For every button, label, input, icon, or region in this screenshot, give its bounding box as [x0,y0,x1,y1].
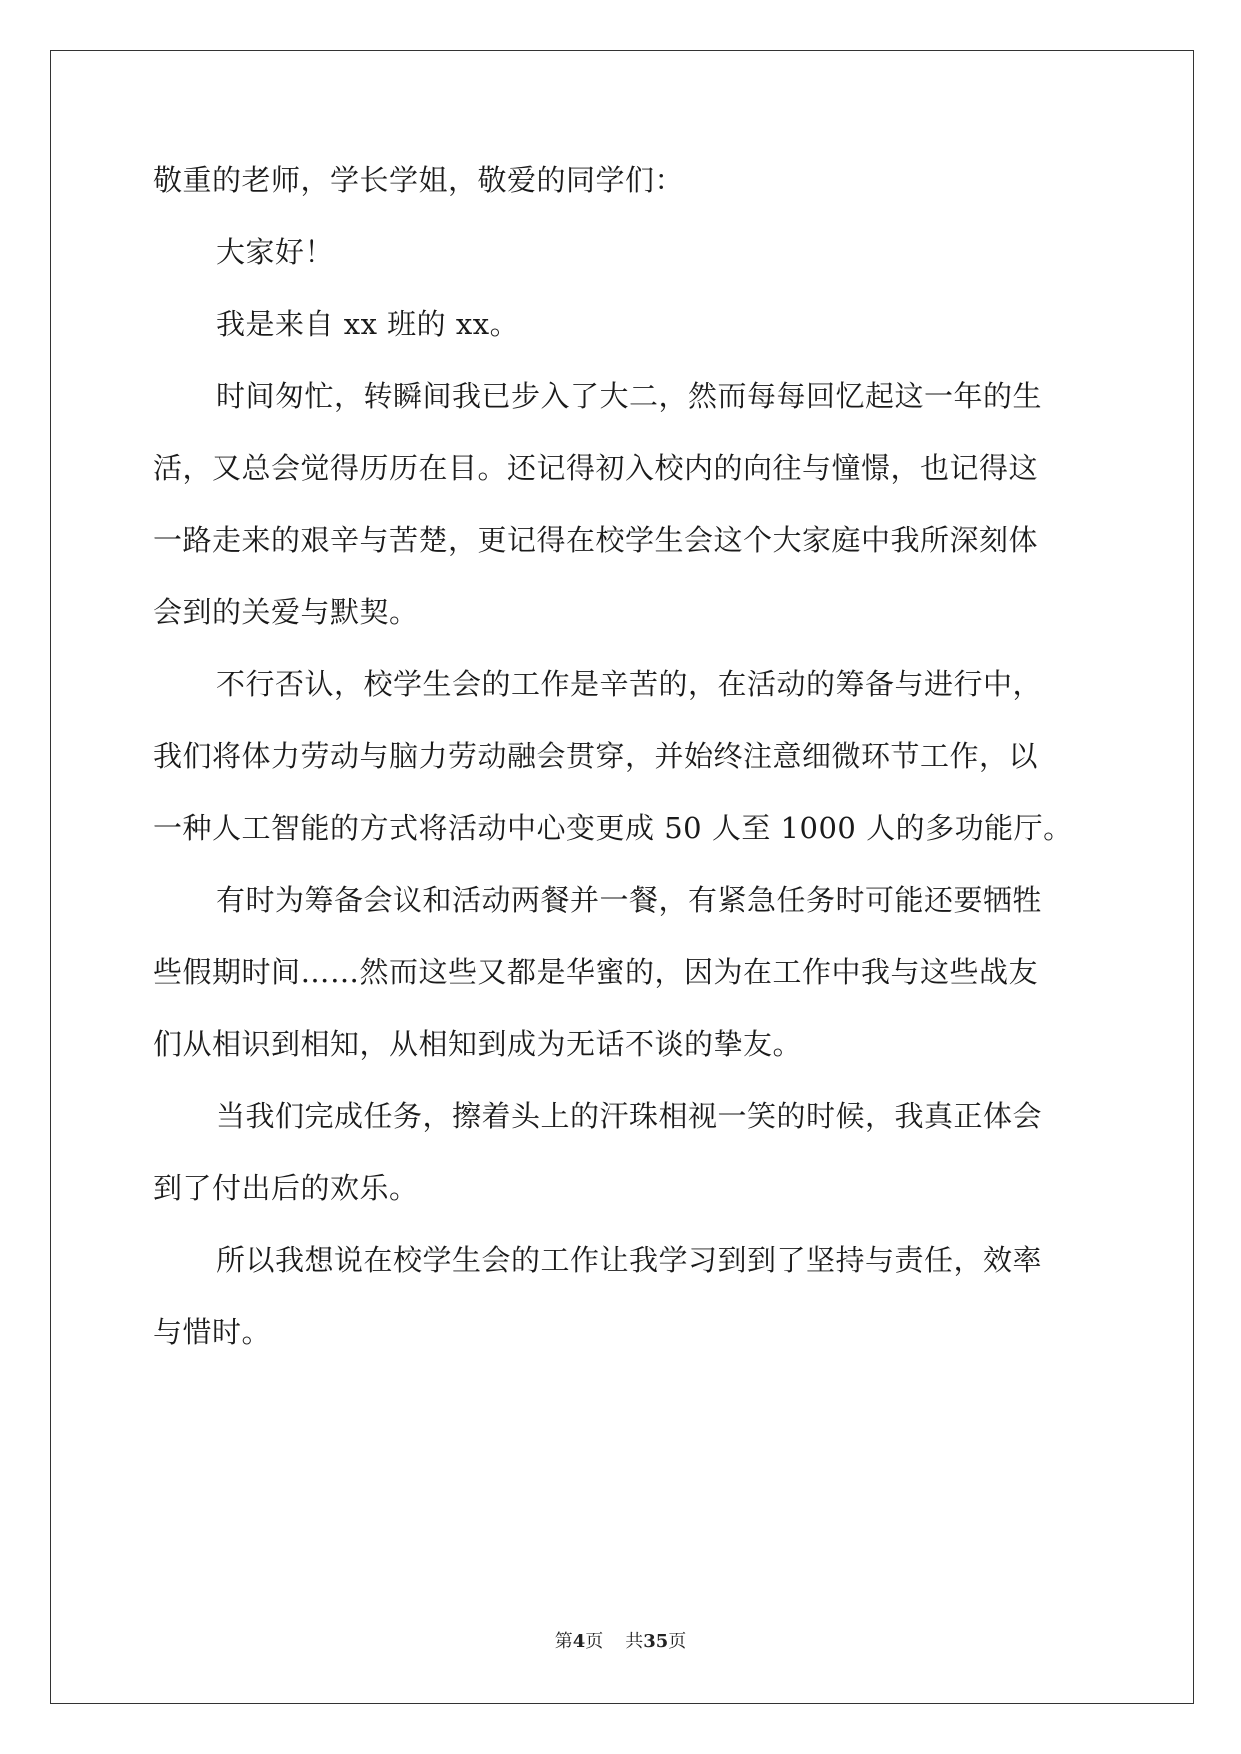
intro-line: 我是来自 xx 班的 xx。 [216,307,520,341]
paragraph-line: 我们将体力劳动与脑力劳动融会贯穿，并始终注意细微环节工作，以 [153,739,1039,773]
page-suffix: 页 [585,1631,604,1652]
page-footer [0,1630,1241,1654]
paragraph-line: 所以我想说在校学生会的工作让我学习到到了坚持与责任，效率 [216,1243,1043,1277]
paragraph-line: 到了付出后的欢乐。 [153,1171,419,1205]
paragraph-line: 些假期时间……然而这些又都是华蜜的，因为在工作中我与这些战友 [153,955,1039,989]
total-suffix: 页 [668,1631,687,1652]
paragraph-line: 当我们完成任务，擦着头上的汗珠相视一笑的时候，我真正体会 [216,1099,1043,1133]
paragraph-line: 活，又总会觉得历历在目。还记得初入校内的向往与憧憬，也记得这 [153,451,1039,485]
current-page-number: 4 [572,1631,586,1652]
total-pages-number: 35 [643,1631,669,1652]
paragraph-line: 时间匆忙，转瞬间我已步入了大二，然而每每回忆起这一年的生 [216,379,1043,413]
paragraph-line: 有时为筹备会议和活动两餐并一餐，有紧急任务时可能还要牺牲 [216,883,1043,917]
paragraph-line: 们从相识到相知，从相知到成为无话不谈的挚友。 [153,1027,803,1061]
paragraph-line: 一路走来的艰辛与苦楚，更记得在校学生会这个大家庭中我所深刻体 [153,523,1039,557]
paragraph-line: 不行否认，校学生会的工作是辛苦的，在活动的筹备与进行中， [216,667,1043,701]
paragraph-line: 与惜时。 [153,1315,272,1349]
total-prefix: 共 [625,1631,644,1652]
salutation-line: 敬重的老师，学长学姐，敬爱的同学们： [153,163,685,197]
page-border [50,50,1194,1704]
greeting-line: 大家好！ [216,235,335,269]
page-prefix: 第 [554,1631,573,1652]
paragraph-line: 会到的关爱与默契。 [153,595,419,629]
paragraph-line: 一种人工智能的方式将活动中心变更成 50 人至 1000 人的多功能厅。 [153,811,1073,845]
